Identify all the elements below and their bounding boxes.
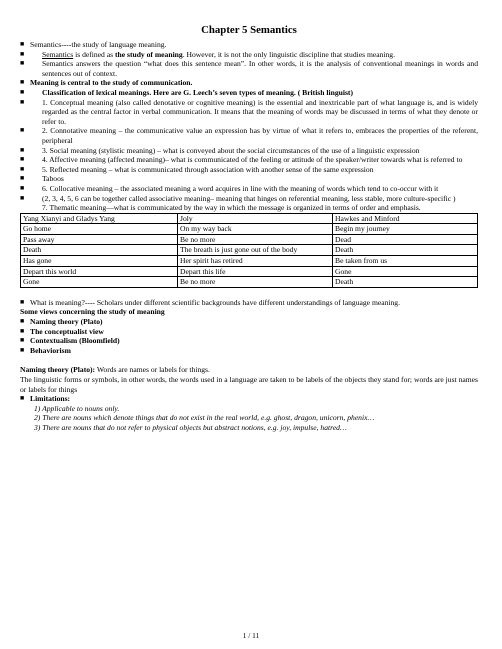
limitation-item: 2) There are nouns which denote things that do not exist in the real world, e.g. ghost, dragon, unicorn, phenix…: [34, 413, 375, 423]
central-heading: ■ Meaning is central to the study of communication.: [20, 78, 478, 88]
table-cell: Death: [333, 245, 478, 256]
view-item: ■ Contextualism (Bloomfield): [20, 336, 478, 346]
view-item: ■ Behaviorism: [20, 346, 478, 356]
table-cell: Has gone: [21, 256, 178, 267]
table-cell: Yang Xianyi and Gladys Yang: [21, 213, 178, 224]
intro-line-2: [20, 50, 478, 60]
table-cell: Death: [21, 245, 178, 256]
meaning-type-1: ■ 1. Conceptual meaning (also called denotative or cognitive meaning) is the essential and inextricable part of what language is, and is widely regarded as the central factor in verbal communication. It means that the meaning of words may be discussed in terms of what they denote or refer to.: [20, 98, 478, 127]
table-cell: Be no more: [178, 234, 333, 245]
table-cell: Depart this life: [178, 266, 333, 277]
table-cell: Gone: [333, 266, 478, 277]
table-row: [21, 234, 478, 245]
table-cell: Hawkes and Minford: [333, 213, 478, 224]
view-item: ■ The conceptualist view: [20, 327, 478, 337]
taboos: ■ Taboos: [20, 174, 478, 184]
meaning-type-2: ■ 2. Connotative meaning – the communicative value an expression has by virtue of what it refers to, embraces the properties of the referent, peripheral: [20, 126, 478, 145]
limitation-item: 3) There are nouns that do not refer to physical objects but abstract notions, e.g. joy, impulse, hatred…: [34, 422, 347, 432]
what-is-meaning: ■ What is meaning?---- Scholars under different scientific backgrounds have different understandings of language meaning.: [20, 298, 478, 308]
table-cell: Joly: [178, 213, 333, 224]
limitations-heading: ■ Limitations:: [20, 394, 478, 404]
table-cell: Depart this world: [21, 266, 178, 277]
intro-line-3: ■ Semantics answers the question “what does this sentence mean”. In other words, it is the analysis of conventional meanings in words and sentences out of context.: [20, 59, 478, 78]
document-page: [20, 24, 478, 433]
page-number: 1 / 11: [242, 631, 260, 640]
text-fragment: is defined as: [73, 49, 115, 59]
table-cell: The breath is just gone out of the body: [178, 245, 333, 256]
table-cell: Be taken from us: [333, 256, 478, 267]
table-row: [21, 213, 478, 224]
intro-line-1: ■ Semantics----the study of language meaning.: [20, 40, 478, 50]
table-cell: Her spirit has retired: [178, 256, 333, 267]
meaning-type-7: 7. Thematic meaning—what is communicated by the way in which the message is organized in terms of order and emphasis.: [42, 203, 421, 213]
meaning-type-4: ■ 4. Affective meaning (affected meaning)– what is communicated of the feeling or attitude of the speaker/writer towards what is referred to: [20, 155, 478, 165]
table-row: [21, 266, 478, 277]
naming-label: Naming theory (Plato):: [20, 365, 96, 375]
table-row: [21, 245, 478, 256]
naming-paragraph: The linguistic forms or symbols, in other words, the words used in a language are taken to be labels of the objects they stand for; words are just names or labels for things: [20, 375, 478, 394]
table-cell: Begin my journey: [333, 224, 478, 235]
table-cell: Death: [333, 277, 478, 288]
limitation-item: 1) Applicable to nouns only.: [34, 403, 120, 413]
naming-text: Words are names or labels for things.: [95, 365, 210, 375]
views-heading: Some views concerning the study of meaning: [20, 307, 165, 317]
meaning-type-3: ■ 3. Social meaning (stylistic meaning) – what is conveyed about the social circumstances of the use of a linguistic expression: [20, 146, 478, 156]
table-cell: Pass away: [21, 234, 178, 245]
table-cell: On my way back: [178, 224, 333, 235]
emphasis: the study of meaning: [114, 49, 183, 59]
translation-table: [20, 213, 478, 288]
table-row: [21, 277, 478, 288]
term-semantics: Semantics: [42, 49, 74, 59]
naming-theory-line: [20, 365, 478, 375]
table-row: [21, 256, 478, 267]
meaning-type-6: ■ 6. Collocative meaning – the associated meaning a word acquires in line with the meaning of words which tend to co-occur with it: [20, 184, 478, 194]
table-cell: Go home: [21, 224, 178, 235]
table-cell: Be no more: [178, 277, 333, 288]
table-cell: Dead: [333, 234, 478, 245]
table-cell: Gone: [21, 277, 178, 288]
classification-heading: ■ Classification of lexical meanings. Here are G. Leech’s seven types of meaning. ( British linguist): [20, 88, 478, 98]
text-fragment: . However, it is not the only linguistic discipline that studies meaning.: [182, 49, 395, 59]
page-title: Chapter 5 Semantics: [201, 24, 297, 36]
table-row: [21, 224, 478, 235]
associative-note: ■ (2, 3, 4, 5, 6 can be together called associative meaning– meaning that hinges on referential meaning, less stable, more culture-specific ): [20, 194, 478, 204]
meaning-type-5: ■ 5. Reflected meaning – what is communicated through association with another sense of the same expression: [20, 165, 478, 175]
view-item: ■ Naming theory (Plato): [20, 317, 478, 327]
